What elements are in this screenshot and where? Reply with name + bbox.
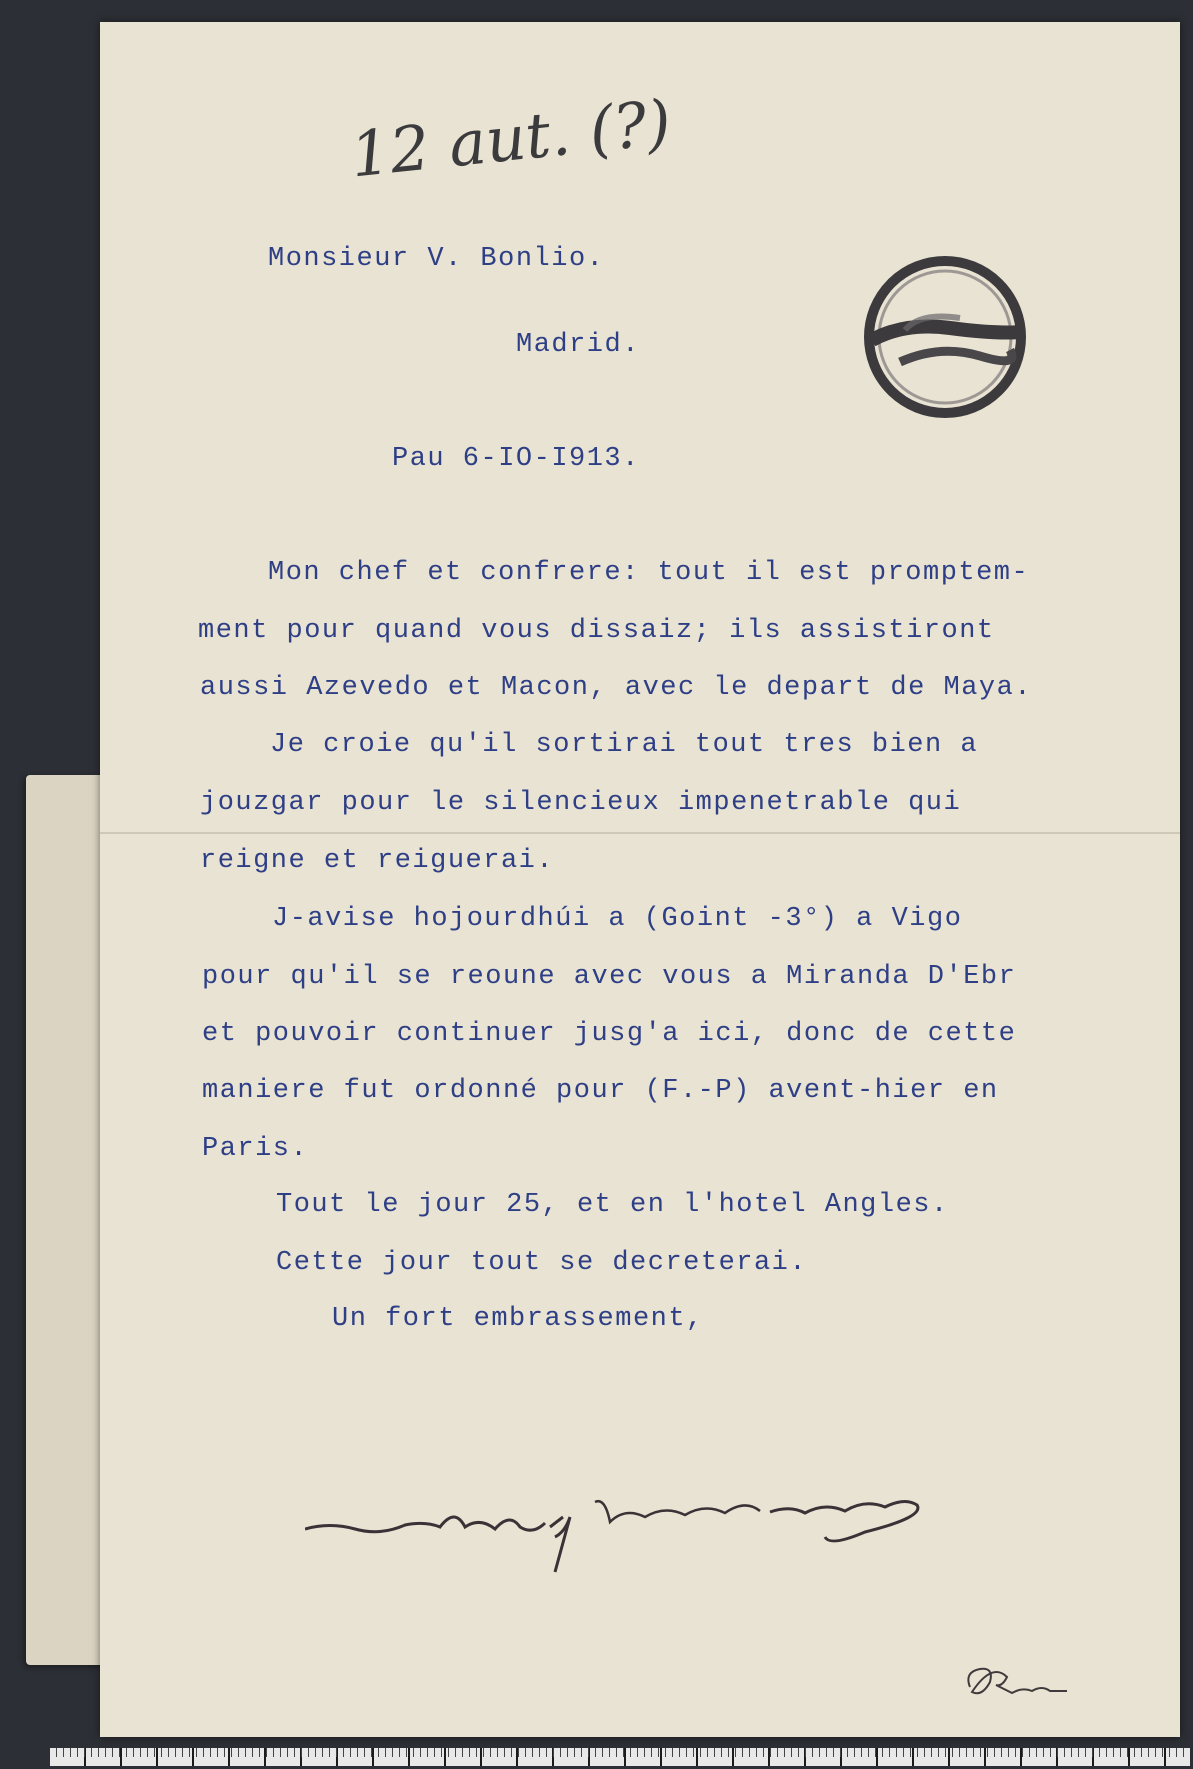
ink-stamp — [860, 252, 1030, 422]
body-line: Paris. — [202, 1134, 309, 1164]
date-line: Pau 6-IO-I913. — [392, 444, 640, 474]
body-line: reigne et reiguerai. — [200, 846, 555, 876]
body-line: jouzgar pour le silencieux impenetrable qui — [200, 788, 962, 818]
addressee: Monsieur V. Bonlio. — [268, 244, 605, 274]
body-line: J-avise hojourdhúi a (Goint -3°) a Vigo — [272, 904, 963, 934]
body-line: Cette jour tout se decreterai. — [276, 1248, 808, 1278]
body-line: pour qu'il se reoune avec vous a Miranda D'Ebr — [202, 962, 1017, 992]
scale-ruler — [50, 1748, 1190, 1766]
letter-page — [100, 22, 1180, 1737]
body-line: Tout le jour 25, et en l'hotel Angles. — [276, 1190, 949, 1220]
handwritten-note: 12 aut. (?) — [347, 85, 675, 192]
closing-line: Un fort embrassement, — [332, 1304, 704, 1334]
city: Madrid. — [516, 330, 640, 360]
fold-line — [100, 832, 1180, 834]
handwritten-signature — [305, 1477, 945, 1577]
body-line: et pouvoir continuer jusg'a ici, donc de cette — [202, 1019, 1017, 1049]
body-line: Mon chef et confrere: tout il est promptem- — [268, 558, 1030, 588]
body-line: aussi Azevedo et Macon, avec le depart de Maya. — [200, 673, 1033, 703]
handwritten-initials — [962, 1657, 1072, 1707]
body-line: Je croie qu'il sortirai tout tres bien a — [270, 730, 979, 760]
body-line: maniere fut ordonné pour (F.-P) avent-hier en — [202, 1076, 999, 1106]
body-line: ment pour quand vous dissaiz; ils assistiront — [198, 616, 995, 646]
